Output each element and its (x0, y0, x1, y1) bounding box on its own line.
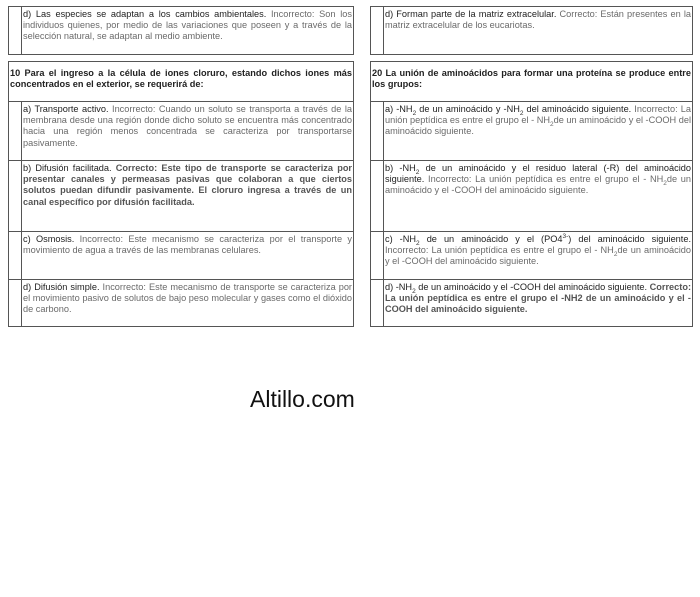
question-10-row (9, 62, 354, 102)
option-cell (384, 7, 693, 55)
option-label: d) Difusión simple. (23, 282, 100, 292)
option-feedback: Incorrecto: Este mecanismo de transporte se caracteriza por el movimiento pasivo de solutos de bajo peso molecular y gases como el dióxido de carbono. (23, 282, 352, 315)
left-question-table (8, 6, 354, 327)
option-label: d) Forman parte de la matriz extracelular. (385, 9, 557, 19)
option-row (9, 232, 354, 280)
option-feedback: Incorrecto: Son los individuos quienes, por medio de las variaciones que poseen y a través de la selección natural, se adaptan al medio ambiente. (23, 9, 352, 42)
question-10: 10 Para el ingreso a la célula de iones cloruro, estando dichos iones más concentrados en el exterior, se requerirá de: (9, 62, 354, 102)
option-row (371, 232, 693, 280)
option-feedback: Incorrecto: La unión peptídica es entre el grupo el - NH (424, 174, 664, 185)
left-top-option-row (9, 7, 354, 55)
option-cell (22, 161, 354, 232)
option-cell: b) $-NH_2$ de un aminoácido y el residuo lateral (-R) del aminoácido siguiente. Incorrecto: La unión peptídica es entre el grupo el - $NH_2de$ un aminoácido y el -COOH del aminoácido siguiente. (384, 161, 693, 232)
option-cell (22, 232, 354, 280)
option-row (371, 280, 693, 327)
option-label: a) Transporte activo. (23, 104, 109, 114)
question-20-row (371, 62, 693, 102)
question-20: 20 La unión de aminoácidos para formar una proteína se produce entre los grupos: (371, 62, 693, 102)
option-feedback: Correcto: Están presentes en la matriz extracelular de los eucariotas. (385, 9, 691, 31)
option-cell (22, 7, 354, 55)
option-cell: d) $-NH_2$ de un aminoácido y el -COOH del aminoácido siguiente. Correcto: La unión peptídica es entre el grupo el -NH2 de un aminoácido y el -COOH del aminoácido siguiente. (384, 280, 693, 327)
option-label: b) Difusión facilitada. (23, 163, 112, 173)
option-cell: c) $-NH_2$ de un aminoácido y el $(PO4^{3-})$ del aminoácido siguiente. Incorrecto: La unión peptídica es entre el grupo el - $NH_2de$ un aminoácido y el -COOH del aminoácido siguiente. (384, 232, 693, 280)
option-row (371, 161, 693, 232)
option-row (9, 161, 354, 232)
option-cell (22, 280, 354, 327)
option-row (9, 280, 354, 327)
option-cell: a) $-NH_2$ de un aminoácido y $-NH_2$ del aminoácido siguiente. Incorrecto: La unión peptídica es entre el grupo el - $NH_2de$ un aminoácido y el -COOH del aminoácido siguiente. (384, 102, 693, 161)
option-row (9, 102, 354, 161)
right-question-table (370, 6, 693, 327)
option-feedback: Correcto: La unión peptídica es entre el grupo el -NH2 de un aminoácido y el -COOH del aminoácido siguiente. (385, 282, 692, 315)
option-label: d) Las especies se adaptan a los cambios ambientales. (23, 9, 267, 19)
site-watermark: Altillo.com (250, 386, 355, 412)
option-row (371, 102, 693, 161)
option-cell (22, 102, 354, 161)
option-feedback: Incorrecto: La unión peptídica es entre el grupo el - NH (385, 104, 691, 126)
option-feedback: Incorrecto: Cuando un soluto se transporta a través de la membrana desde una región donde dicho soluto se encuentra más concentrado hacia una región menos concentrada se caracteriza por transportarse pasivamente. (23, 104, 353, 148)
option-label: c) Osmosis. (23, 234, 75, 244)
option-feedback: Incorrecto: Este mecanismo se caracteriza por el transporte y movimiento de agua a través de las membranas celulares. (23, 234, 352, 256)
option-feedback: Correcto: Este tipo de transporte se caracteriza por presentar canales y permeasas pasivas que colaboran a que ciertos solutos puedan difundir pasivamente. El cloruro ingresa a través de un canal específico por difusión facilitada. (23, 163, 353, 207)
row-gutter (9, 7, 22, 55)
option-feedback: Incorrecto: La unión peptídica es entre el grupo el - NH (385, 245, 614, 256)
right-top-option-row (371, 7, 693, 55)
